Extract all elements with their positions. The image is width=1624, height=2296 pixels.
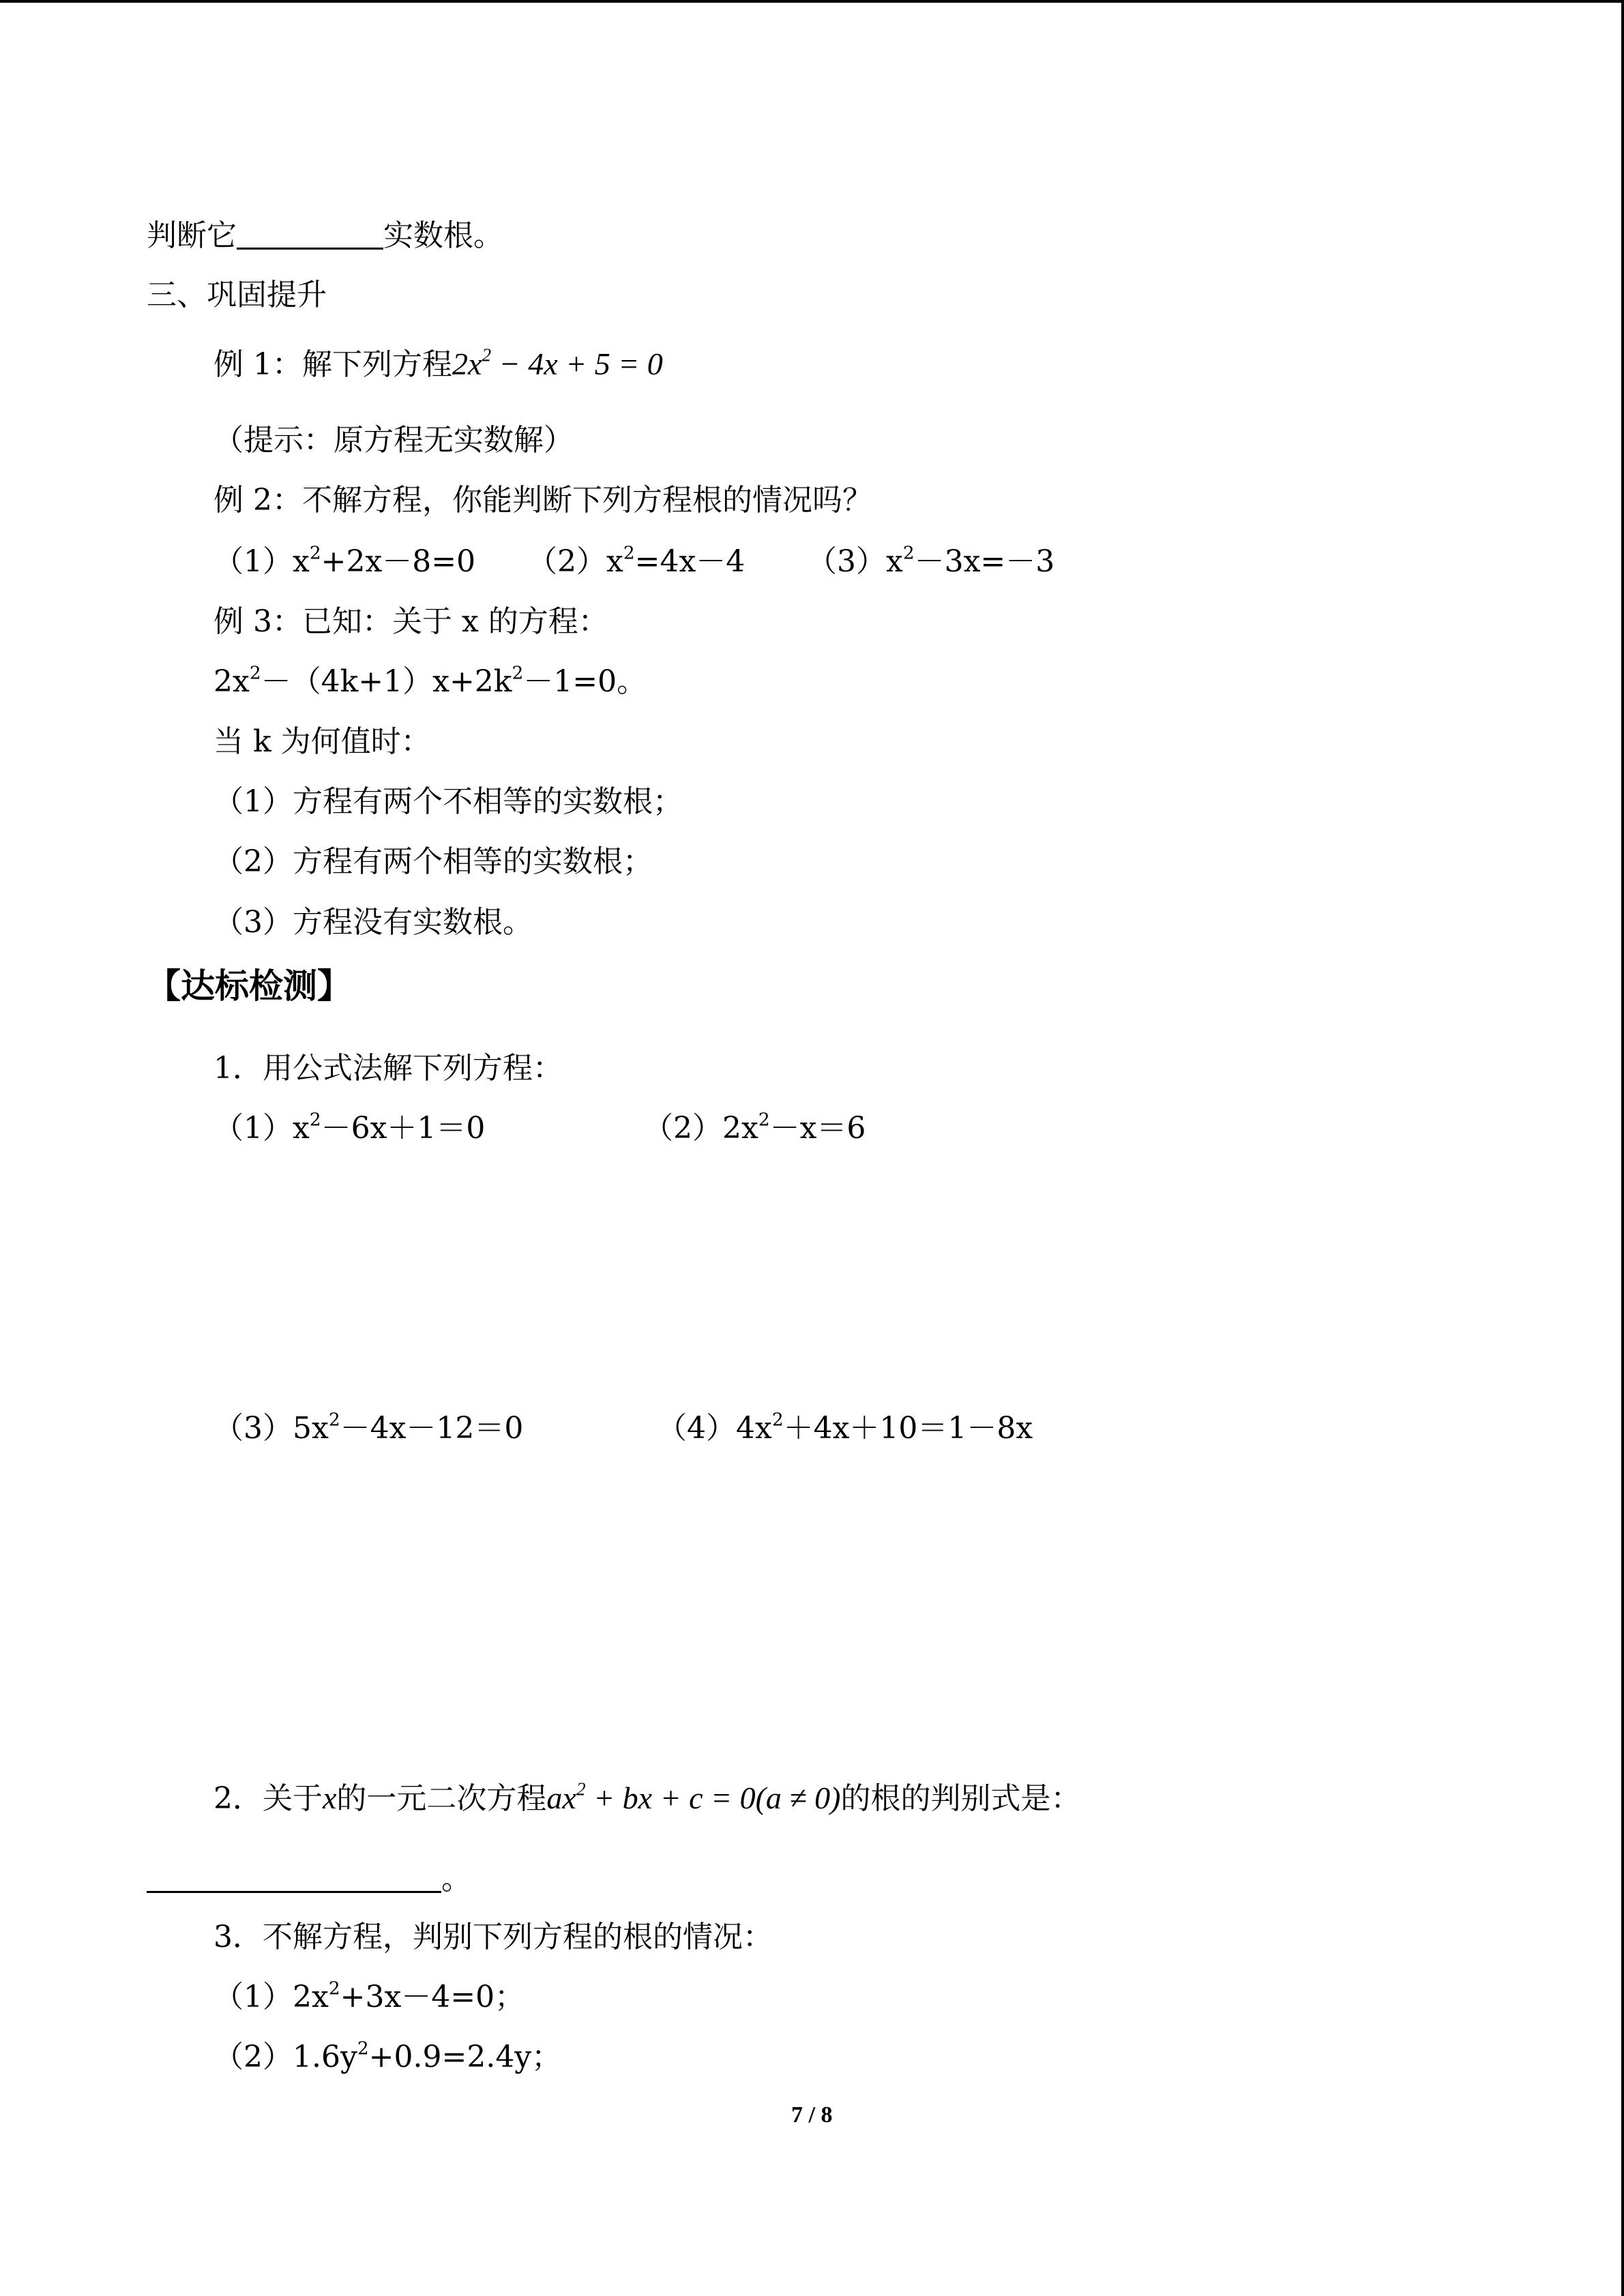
section-3-title: 三、巩固提升 bbox=[147, 278, 327, 312]
superscript: 2 bbox=[623, 542, 635, 564]
superscript: 2 bbox=[902, 542, 915, 564]
text: 2．关于 bbox=[213, 1781, 323, 1816]
text: （2）2x bbox=[643, 1111, 758, 1146]
text: 判断它 bbox=[147, 218, 237, 253]
example-2-part-1 bbox=[213, 543, 475, 581]
text: （3）5x bbox=[213, 1411, 329, 1446]
text: 实数根。 bbox=[383, 218, 503, 253]
text: 2x bbox=[213, 664, 250, 699]
text: （2）x bbox=[527, 544, 623, 579]
superscript: 2 bbox=[309, 1109, 321, 1131]
text: 。 bbox=[441, 1862, 471, 1896]
task-3-part-2 bbox=[213, 2038, 561, 2076]
text: +2x－8=0 bbox=[321, 544, 476, 579]
task-1-part-1 bbox=[213, 1109, 485, 1148]
example-3-question: 当 k 为何值时： bbox=[213, 724, 431, 759]
task-2-answer-line bbox=[147, 1860, 471, 1898]
variable-x: x bbox=[323, 1780, 337, 1815]
answer-blank bbox=[237, 218, 383, 250]
text: －6x＋1＝0 bbox=[321, 1111, 486, 1146]
example-2-part-3 bbox=[807, 543, 1054, 581]
text: （1）x bbox=[213, 1111, 310, 1146]
text: 例 1：解下列方程 bbox=[213, 347, 452, 382]
superscript: 2 bbox=[328, 1409, 340, 1431]
text: + bx + c = 0(a ≠ 0) bbox=[585, 1780, 841, 1815]
text: =4x－4 bbox=[634, 544, 745, 579]
superscript: 2 bbox=[771, 1409, 784, 1431]
text: （4）4x bbox=[657, 1411, 772, 1446]
example-3-equation bbox=[213, 663, 647, 701]
line-judge-roots bbox=[147, 217, 503, 255]
superscript: 2 bbox=[309, 542, 321, 564]
example-1 bbox=[213, 345, 663, 384]
text: − 4x + 5 = 0 bbox=[491, 346, 663, 381]
superscript: 2 bbox=[758, 1109, 770, 1131]
text: ax bbox=[546, 1780, 576, 1815]
example-3-q2: （2）方程有两个相等的实数根； bbox=[213, 844, 653, 879]
text: （1）2x bbox=[213, 1980, 329, 2014]
equation-ex1 bbox=[452, 346, 663, 381]
text: +3x－4=0； bbox=[340, 1980, 525, 2014]
text: 2x bbox=[452, 346, 482, 381]
superscript: 2 bbox=[482, 344, 492, 366]
example-2: 例 2：不解方程，你能判断下列方程根的情况吗？ bbox=[213, 483, 872, 518]
task-1-part-2 bbox=[643, 1109, 866, 1148]
page-number: 7 / 8 bbox=[791, 2102, 833, 2128]
text: +0.9=2.4y； bbox=[368, 2040, 562, 2074]
superscript: 2 bbox=[357, 2038, 369, 2059]
task-3-part-1 bbox=[213, 1978, 525, 2016]
answer-blank bbox=[147, 1861, 441, 1893]
text: ＋4x＋10＝1－8x bbox=[783, 1411, 1033, 1446]
example-2-part-2 bbox=[527, 543, 745, 581]
text: －1=0。 bbox=[523, 664, 647, 699]
task-1-part-3 bbox=[213, 1410, 523, 1448]
hint: （提示：原方程无实数解） bbox=[213, 423, 574, 458]
text: －x＝6 bbox=[769, 1111, 866, 1146]
text: （3）x bbox=[807, 544, 903, 579]
superscript: 2 bbox=[576, 1778, 586, 1800]
superscript: 2 bbox=[249, 662, 261, 684]
example-3-q1: （1）方程有两个不相等的实数根； bbox=[213, 784, 683, 819]
equation-general-quadratic bbox=[546, 1780, 840, 1815]
example-3-q3: （3）方程没有实数根。 bbox=[213, 905, 533, 940]
text: 的一元二次方程 bbox=[336, 1781, 547, 1816]
section-heading-check: 【达标检测】 bbox=[147, 966, 351, 1006]
task-2 bbox=[213, 1779, 1080, 1818]
superscript: 2 bbox=[512, 662, 524, 684]
page-border-top bbox=[0, 0, 1624, 3]
text: （2）1.6y bbox=[213, 2040, 357, 2074]
text: －4x－12＝0 bbox=[340, 1411, 524, 1446]
text: （1）x bbox=[213, 544, 310, 579]
page-border-right bbox=[1621, 0, 1624, 2296]
text: －3x=－3 bbox=[914, 544, 1055, 579]
superscript: 2 bbox=[328, 1978, 340, 1999]
task-1-part-4 bbox=[657, 1410, 1033, 1448]
text: －（4k+1）x+2k bbox=[261, 664, 512, 699]
task-1: 1．用公式法解下列方程： bbox=[213, 1051, 563, 1086]
example-3: 例 3：已知：关于 x 的方程： bbox=[213, 604, 608, 639]
task-3: 3．不解方程，判别下列方程的根的情况： bbox=[213, 1920, 773, 1954]
text: 的根的判别式是： bbox=[840, 1781, 1081, 1816]
